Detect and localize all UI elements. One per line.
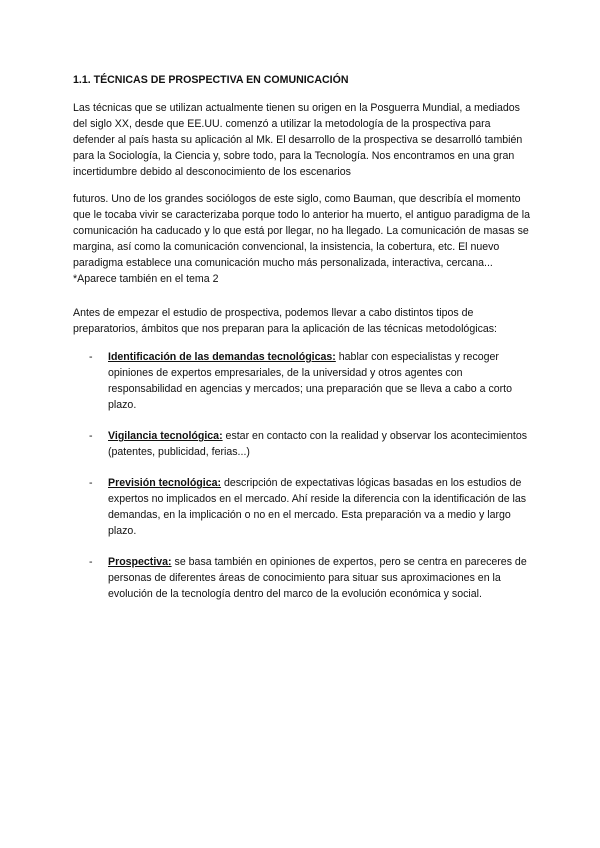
bullet-dash: - [89,556,93,568]
bullet-dash: - [89,430,93,442]
section-heading: 1.1. TÉCNICAS DE PROSPECTIVA EN COMUNICACIÓN [73,74,349,86]
paragraph-bauman: futuros. Uno de los grandes sociólogos de este siglo, como Bauman, que describía el momento que le tocaba vivir se caracterizaba porque todo lo anterior ha muerto, el antiguo paradigma de la comunicación ha caducado y lo que está por llegar, no ha llegado. La comunicación de masas se margina, así como la comunicación convencional, la insistencia, la cobertura, etc. El nuevo paradigma establece una comunicación mucho más personalizada, interactiva, cercana... *Aparece también en el tema 2 [73,193,530,285]
bullet-dash: - [89,351,93,363]
paragraph-origins: Las técnicas que se utilizan actualmente tienen su origen en la Posguerra Mundial, a mediados del siglo XX, desde que EE.UU. comenzó a utilizar la metodología de la prospectiva para defender al país hasta su aplicación al Mk. El desarrollo de la prospectiva se desarrolló también para la Sociología, la Ciencia y, sobre todo, para la Tecnología. Nos encontramos en una gran incertidumbre debido al desconocimiento de los escenarios [73,102,523,178]
list-item [73,349,533,413]
item-label: Prospectiva: [108,556,172,568]
item-text: descripción de expectativas lógicas basadas en los estudios de expertos no implicados en el mercado. Ahí reside la diferencia con la identificación de las demandas, en la implicación o no en el mercado. Esta preparación va a medio y largo plazo. [108,477,527,537]
list-item [73,475,533,539]
preparatory-list [73,349,533,602]
item-text: estar en contacto con la realidad y observar los acontecimientos (patentes, publicidad, ferias...) [108,430,528,458]
item-text: se basa también en opiniones de expertos, pero se centra en pareceres de personas de diferentes áreas de conocimiento para situar sus aproximaciones en la evolución de la tecnología dentro del marco de la evolución económica y social. [108,556,527,600]
item-label: Identificación de las demandas tecnológicas: [108,351,336,363]
list-item [73,554,533,602]
item-label: Previsión tecnológica: [108,477,222,489]
list-item [73,428,533,460]
bullet-dash: - [89,477,93,489]
item-label: Vigilancia tecnológica: [108,430,223,442]
item-text: hablar con especialistas y recoger opiniones de expertos empresariales, de la universidad y otros agentes con responsabilidad en agencias y mercados; una preparación que se lleva a cabo a corto plazo. [108,351,512,411]
paragraph-preparatory: Antes de empezar el estudio de prospectiva, podemos llevar a cabo distintos tipos de preparatorios, ámbitos que nos preparan para la aplicación de las técnicas metodológicas: [73,307,497,335]
